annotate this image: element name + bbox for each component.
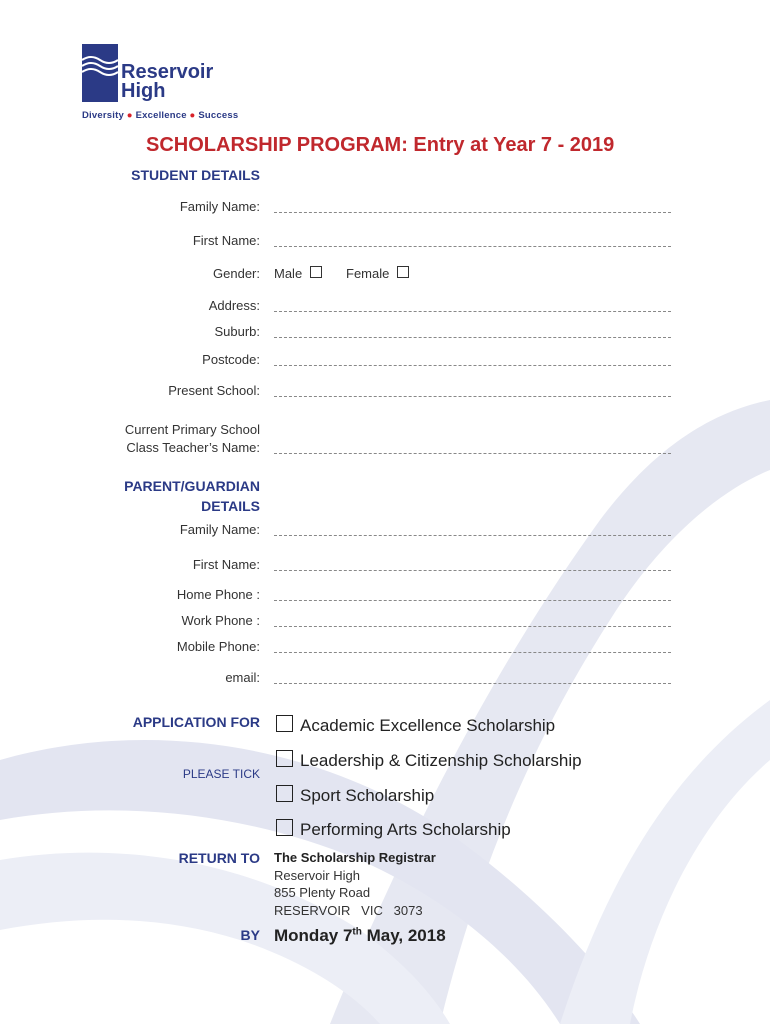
school-motto bbox=[82, 110, 238, 121]
postcode-field[interactable] bbox=[274, 365, 671, 366]
teacher-name-field[interactable] bbox=[274, 453, 671, 454]
present-school-field[interactable] bbox=[274, 396, 671, 397]
gender-male-option[interactable] bbox=[274, 266, 322, 281]
parent-first-name-field[interactable] bbox=[274, 570, 671, 571]
email-label: email: bbox=[225, 670, 260, 685]
motto-separator-1: ● bbox=[126, 110, 133, 121]
suburb-label: Suburb: bbox=[214, 324, 260, 339]
sport-label: Sport Scholarship bbox=[300, 786, 435, 805]
gender-female-label: Female bbox=[346, 266, 390, 281]
deadline-month-year: May, 2018 bbox=[361, 926, 446, 945]
city-state-postcode-line: RESERVOIR VIC 3073 bbox=[274, 902, 423, 918]
sport-checkbox[interactable] bbox=[276, 785, 293, 802]
leadership-citizenship-label: Leadership & Citizenship Scholarship bbox=[300, 751, 582, 770]
gender-female-checkbox[interactable] bbox=[397, 266, 409, 278]
mobile-phone-label: Mobile Phone: bbox=[176, 639, 260, 654]
student-family-name-field[interactable] bbox=[274, 212, 671, 213]
parent-details-heading bbox=[60, 476, 260, 516]
address-label: Address: bbox=[208, 298, 260, 313]
leadership-citizenship-option[interactable] bbox=[276, 750, 582, 771]
parent-first-name-label: First Name: bbox=[192, 557, 260, 572]
deadline-day: Monday 7 bbox=[274, 926, 353, 945]
logo-line-2: High bbox=[121, 80, 166, 102]
school-logo-text bbox=[121, 63, 213, 101]
gender-label: Gender: bbox=[213, 266, 260, 281]
by-heading: BY bbox=[240, 927, 260, 943]
mobile-phone-field[interactable] bbox=[274, 652, 671, 653]
address-field[interactable] bbox=[274, 311, 671, 312]
return-address-block bbox=[274, 849, 436, 919]
logo-line-1: Reservoir bbox=[121, 61, 214, 83]
motto-word-excellence: Excellence bbox=[135, 110, 187, 121]
registrar-name: The Scholarship Registrar bbox=[274, 850, 436, 865]
gender-male-label: Male bbox=[274, 266, 303, 281]
application-for-heading: APPLICATION FOR bbox=[132, 714, 260, 730]
parent-heading-line-2: DETAILS bbox=[201, 498, 260, 514]
parent-heading-line-1: PARENT/GUARDIAN bbox=[124, 478, 260, 494]
performing-arts-checkbox[interactable] bbox=[276, 819, 293, 836]
street-address-line: 855 Plenty Road bbox=[274, 885, 371, 900]
motto-word-diversity: Diversity bbox=[82, 110, 124, 121]
return-to-heading: RETURN TO bbox=[178, 850, 260, 866]
academic-excellence-option[interactable] bbox=[276, 715, 555, 736]
teacher-label-line-2: Class Teacher’s Name: bbox=[126, 440, 260, 455]
work-phone-field[interactable] bbox=[274, 626, 671, 627]
email-field[interactable] bbox=[274, 683, 671, 684]
motto-word-success: Success bbox=[198, 110, 239, 121]
parent-family-name-field[interactable] bbox=[274, 535, 671, 536]
page-title: SCHOLARSHIP PROGRAM: Entry at Year 7 - 2019 bbox=[146, 134, 615, 156]
motto-separator-2: ● bbox=[189, 110, 196, 121]
parent-family-name-label: Family Name: bbox=[179, 522, 260, 537]
student-family-name-label: Family Name: bbox=[179, 199, 260, 214]
suburb-field[interactable] bbox=[274, 337, 671, 338]
deadline-date bbox=[274, 926, 446, 946]
student-details-heading: STUDENT DETAILS bbox=[131, 167, 260, 183]
postcode-label: Postcode: bbox=[202, 352, 260, 367]
work-phone-label: Work Phone : bbox=[181, 613, 260, 628]
student-first-name-field[interactable] bbox=[274, 246, 671, 247]
present-school-label: Present School: bbox=[168, 383, 260, 398]
sport-option[interactable] bbox=[276, 785, 434, 806]
gender-female-option[interactable] bbox=[346, 266, 409, 281]
academic-excellence-label: Academic Excellence Scholarship bbox=[300, 716, 556, 735]
please-tick-instruction: PLEASE TICK bbox=[182, 767, 260, 781]
home-phone-field[interactable] bbox=[274, 600, 671, 601]
home-phone-label: Home Phone : bbox=[176, 587, 260, 602]
gender-male-checkbox[interactable] bbox=[310, 266, 322, 278]
student-first-name-label: First Name: bbox=[192, 233, 260, 248]
leadership-citizenship-checkbox[interactable] bbox=[276, 750, 293, 767]
academic-excellence-checkbox[interactable] bbox=[276, 715, 293, 732]
school-name-line: Reservoir High bbox=[274, 867, 360, 883]
performing-arts-option[interactable] bbox=[276, 819, 511, 840]
deadline-ordinal: th bbox=[352, 926, 362, 938]
performing-arts-label: Performing Arts Scholarship bbox=[300, 820, 511, 839]
teacher-label-line-1: Current Primary School bbox=[124, 422, 260, 437]
school-logo-mark bbox=[82, 44, 118, 102]
